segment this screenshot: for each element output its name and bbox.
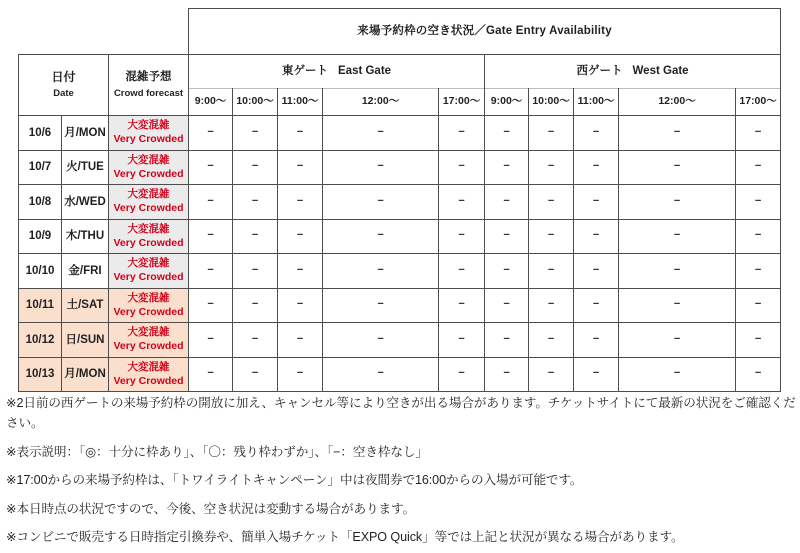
cell-west-4: − [736, 323, 781, 358]
cell-day: 水/WED [62, 185, 109, 220]
cell-west-2: − [574, 185, 619, 220]
header-gate-east-jp: 東ゲート [282, 65, 328, 78]
cell-east-4: − [439, 219, 485, 254]
cell-west-2: − [574, 254, 619, 289]
cell-day: 月/MON [62, 116, 109, 151]
cell-west-4: − [736, 357, 781, 392]
cell-day: 日/SUN [62, 323, 109, 358]
cell-east-4: − [439, 150, 485, 185]
cell-date: 10/7 [19, 150, 62, 185]
header-crowd-forecast [109, 55, 189, 116]
cell-east-1: − [233, 254, 278, 289]
cell-west-4: − [736, 185, 781, 220]
cell-date: 10/9 [19, 219, 62, 254]
cell-east-2: − [278, 116, 323, 151]
cell-west-2: − [574, 150, 619, 185]
cell-east-3: − [323, 150, 439, 185]
cell-west-2: − [574, 219, 619, 254]
cell-west-1: − [529, 254, 574, 289]
cell-day: 火/TUE [62, 150, 109, 185]
cell-date: 10/12 [19, 323, 62, 358]
table-row [19, 323, 781, 358]
cell-east-3: − [323, 254, 439, 289]
cell-west-2: − [574, 288, 619, 323]
cell-day: 月/MON [62, 357, 109, 392]
header-gate-west-jp: 西ゲート [576, 65, 623, 78]
cell-east-2: − [278, 185, 323, 220]
cell-east-3: − [323, 185, 439, 220]
header-gate-east-en: East Gate [338, 65, 392, 78]
note-item: ※表示説明：「◎：十分に枠あり」、「〇：残り枠わずか」、「−：空き枠なし」 [6, 444, 428, 459]
cell-west-2: − [574, 323, 619, 358]
header-spacer [19, 9, 189, 55]
cell-east-0: − [189, 288, 233, 323]
header-time-west-3: 12:00〜 [619, 89, 736, 116]
cell-west-0: − [485, 150, 529, 185]
cell-east-0: − [189, 357, 233, 392]
table-body [19, 116, 781, 392]
cell-west-3: − [619, 288, 736, 323]
cell-west-3: − [619, 219, 736, 254]
cell-west-3: − [619, 323, 736, 358]
cell-west-0: − [485, 288, 529, 323]
header-time-east-4: 17:00〜 [439, 89, 485, 116]
cell-west-1: − [529, 219, 574, 254]
cell-west-1: − [529, 185, 574, 220]
cell-west-3: − [619, 150, 736, 185]
cell-crowd-forecast [109, 254, 189, 289]
cell-day: 金/FRI [62, 254, 109, 289]
cell-east-4: − [439, 254, 485, 289]
header-date-jp: 日付 [51, 70, 76, 85]
table-header-row-grand [19, 9, 781, 55]
header-crowd-forecast-jp: 混雑予想 [125, 70, 172, 83]
cell-west-1: − [529, 288, 574, 323]
cell-west-1: − [529, 357, 574, 392]
crowd-label-jp: 大変混雑 [127, 291, 170, 304]
crowd-label-en: Very Crowded [113, 133, 184, 146]
table-header-row-gates [19, 55, 781, 89]
header-time-west-1: 10:00〜 [529, 89, 574, 116]
cell-west-2: − [574, 116, 619, 151]
cell-east-1: − [233, 323, 278, 358]
cell-west-3: − [619, 254, 736, 289]
crowd-label-jp: 大変混雑 [127, 326, 170, 339]
header-time-east-3: 12:00〜 [323, 89, 439, 116]
header-date [19, 55, 109, 116]
cell-east-3: − [323, 357, 439, 392]
cell-crowd-forecast [109, 116, 189, 151]
header-time-east-0: 9:00〜 [189, 89, 233, 116]
crowd-label-en: Very Crowded [113, 271, 184, 284]
cell-east-2: − [278, 323, 323, 358]
cell-east-4: − [439, 323, 485, 358]
cell-day: 土/SAT [62, 288, 109, 323]
crowd-label-en: Very Crowded [113, 340, 184, 353]
crowd-label-jp: 大変混雑 [127, 222, 170, 235]
header-time-west-4: 17:00〜 [736, 89, 781, 116]
cell-east-1: − [233, 116, 278, 151]
cell-east-4: − [439, 116, 485, 151]
cell-crowd-forecast [109, 219, 189, 254]
cell-west-0: − [485, 185, 529, 220]
crowd-label-jp: 大変混雑 [127, 188, 170, 201]
note-item: ※コンビニで販売する日時指定引換券や、簡単入場チケット「EXPO Quick」等では上記と状況が異なる場合があります。 [6, 529, 684, 544]
notes-list [6, 393, 796, 547]
cell-date: 10/6 [19, 116, 62, 151]
cell-east-1: − [233, 219, 278, 254]
cell-west-3: − [619, 116, 736, 151]
cell-east-2: − [278, 357, 323, 392]
gate-availability-table [18, 8, 781, 392]
cell-west-1: − [529, 323, 574, 358]
crowd-label-jp: 大変混雑 [127, 257, 170, 270]
header-date-en: Date [53, 88, 74, 100]
cell-west-4: − [736, 116, 781, 151]
cell-east-1: − [233, 150, 278, 185]
cell-east-2: − [278, 219, 323, 254]
table-row [19, 254, 781, 289]
table-row [19, 288, 781, 323]
header-time-east-1: 10:00〜 [233, 89, 278, 116]
cell-east-3: − [323, 323, 439, 358]
crowd-label-en: Very Crowded [113, 167, 184, 180]
cell-west-3: − [619, 185, 736, 220]
cell-west-0: − [485, 323, 529, 358]
cell-east-2: − [278, 150, 323, 185]
table-row [19, 150, 781, 185]
table-row [19, 357, 781, 392]
header-time-east-2: 11:00〜 [278, 89, 323, 116]
cell-west-0: − [485, 254, 529, 289]
table-row [19, 219, 781, 254]
note-item: ※17:00からの来場予約枠は、「トワイライトキャンペーン」中は夜間券で16:00からの入場が可能です。 [6, 473, 583, 488]
cell-east-3: − [323, 219, 439, 254]
cell-crowd-forecast [109, 185, 189, 220]
cell-west-1: − [529, 116, 574, 151]
cell-date: 10/13 [19, 357, 62, 392]
cell-west-4: − [736, 219, 781, 254]
cell-west-3: − [619, 357, 736, 392]
header-gate-west [485, 55, 781, 89]
grand-header-availability: 来場予約枠の空き状況／Gate Entry Availability [189, 9, 781, 55]
cell-west-1: − [529, 150, 574, 185]
crowd-label-en: Very Crowded [113, 305, 184, 318]
cell-east-2: − [278, 288, 323, 323]
cell-east-0: − [189, 116, 233, 151]
header-time-west-2: 11:00〜 [574, 89, 619, 116]
cell-east-4: − [439, 357, 485, 392]
cell-east-1: − [233, 288, 278, 323]
cell-crowd-forecast [109, 357, 189, 392]
cell-west-4: − [736, 288, 781, 323]
cell-crowd-forecast [109, 323, 189, 358]
cell-east-1: − [233, 357, 278, 392]
cell-east-1: − [233, 185, 278, 220]
cell-date: 10/10 [19, 254, 62, 289]
table-row [19, 116, 781, 151]
cell-crowd-forecast [109, 288, 189, 323]
crowd-label-en: Very Crowded [113, 374, 184, 387]
cell-date: 10/11 [19, 288, 62, 323]
cell-east-3: − [323, 288, 439, 323]
table-row [19, 185, 781, 220]
cell-east-3: − [323, 116, 439, 151]
header-gate-west-en: West Gate [632, 65, 689, 78]
cell-west-0: − [485, 219, 529, 254]
cell-east-0: − [189, 185, 233, 220]
cell-west-4: − [736, 150, 781, 185]
cell-east-0: − [189, 254, 233, 289]
crowd-label-jp: 大変混雑 [127, 153, 170, 166]
cell-day: 木/THU [62, 219, 109, 254]
header-crowd-forecast-en: Crowd forecast [113, 88, 184, 100]
cell-east-0: − [189, 219, 233, 254]
header-gate-east [189, 55, 485, 89]
crowd-label-en: Very Crowded [113, 236, 184, 249]
cell-date: 10/8 [19, 185, 62, 220]
cell-west-0: − [485, 116, 529, 151]
crowd-label-en: Very Crowded [113, 202, 184, 215]
note-item: ※2日前の西ゲートの来場予約枠の開放に加え、キャンセル等により空きが出る場合があります。チケットサイトにて最新の状況をご確認ください。 [6, 396, 796, 431]
header-time-west-0: 9:00〜 [485, 89, 529, 116]
cell-crowd-forecast [109, 150, 189, 185]
cell-east-4: − [439, 288, 485, 323]
cell-east-2: − [278, 254, 323, 289]
crowd-label-jp: 大変混雑 [127, 119, 170, 132]
cell-east-0: − [189, 323, 233, 358]
cell-west-0: − [485, 357, 529, 392]
note-item: ※本日時点の状況ですので、今後、空き状況は変動する場合があります。 [6, 501, 415, 516]
cell-west-2: − [574, 357, 619, 392]
crowd-label-jp: 大変混雑 [127, 360, 170, 373]
cell-west-4: − [736, 254, 781, 289]
cell-east-4: − [439, 185, 485, 220]
cell-east-0: − [189, 150, 233, 185]
